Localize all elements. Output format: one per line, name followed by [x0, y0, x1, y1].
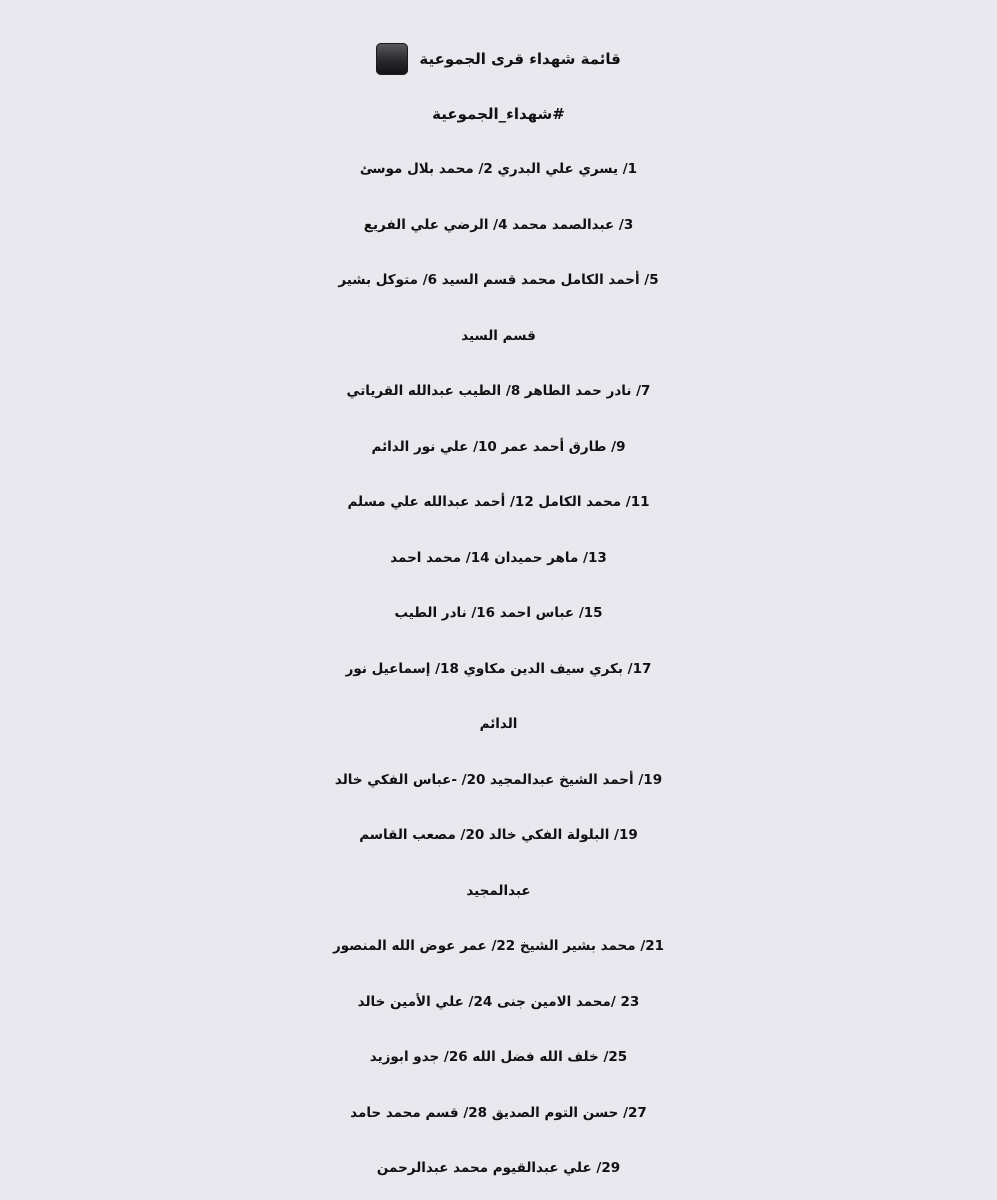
list-line: 21/ محمد بشير الشيخ 22/ عمر عوض الله المنصور [332, 938, 665, 954]
list-line: 5/ أحمد الكامل محمد قسم السيد 6/ متوكل بشير [338, 272, 659, 288]
list-line: 19/ أحمد الشيخ عبدالمجيد 20/ -عباس الفكي خالد [334, 771, 663, 788]
list-line: 1/ يسري علي البدري 2/ محمد بلال موسئ [359, 161, 638, 177]
list-line: 7/ نادر حمد الطاهر 8/ الطيب عبدالله القرياتي [346, 383, 651, 399]
martyrs-names-list [0, 142, 997, 1197]
list-line: 25/ خلف الله فضل الله 26/ جدو ابوزيد [369, 1049, 628, 1065]
black-square-button-icon [376, 43, 408, 75]
list-line: 17/ بكري سيف الدين مكاوي 18/ إسماعيل نور [345, 660, 652, 677]
list-line: 27/ حسن التوم الصديق 28/ قسم محمد حامد [350, 1104, 647, 1121]
title-text: قائمة شهداء قرى الجموعية [419, 49, 621, 68]
list-line: 13/ ماهر حميدان 14/ محمد احمد [390, 549, 607, 566]
list-line: 15/ عباس احمد 16/ نادر الطيب [394, 605, 603, 621]
list-line: 23 /محمد الامين جنى 24/ علي الأمين خالد [357, 993, 640, 1010]
list-line: 29/ علي عبدالقيوم محمد عبدالرحمن [376, 1160, 621, 1176]
list-line: 11/ محمد الكامل 12/ أحمد عبدالله علي مسلم [347, 494, 650, 510]
list-line: عبدالمجيد [466, 882, 531, 899]
list-title [0, 30, 997, 86]
list-line: قسم السيد [461, 327, 536, 344]
list-line: 19/ البلولة الفكي خالد 20/ مصعب القاسم [359, 827, 638, 843]
martyrs-list-document [0, 30, 997, 1197]
list-line: 9/ طارق أحمد عمر 10/ علي نور الدائم [371, 438, 626, 455]
list-line: 3/ عبدالصمد محمد 4/ الرضي علي الفريع [363, 216, 634, 233]
list-line: الدائم [479, 716, 518, 732]
hashtag-line: #شهداء_الجموعية [432, 105, 565, 123]
